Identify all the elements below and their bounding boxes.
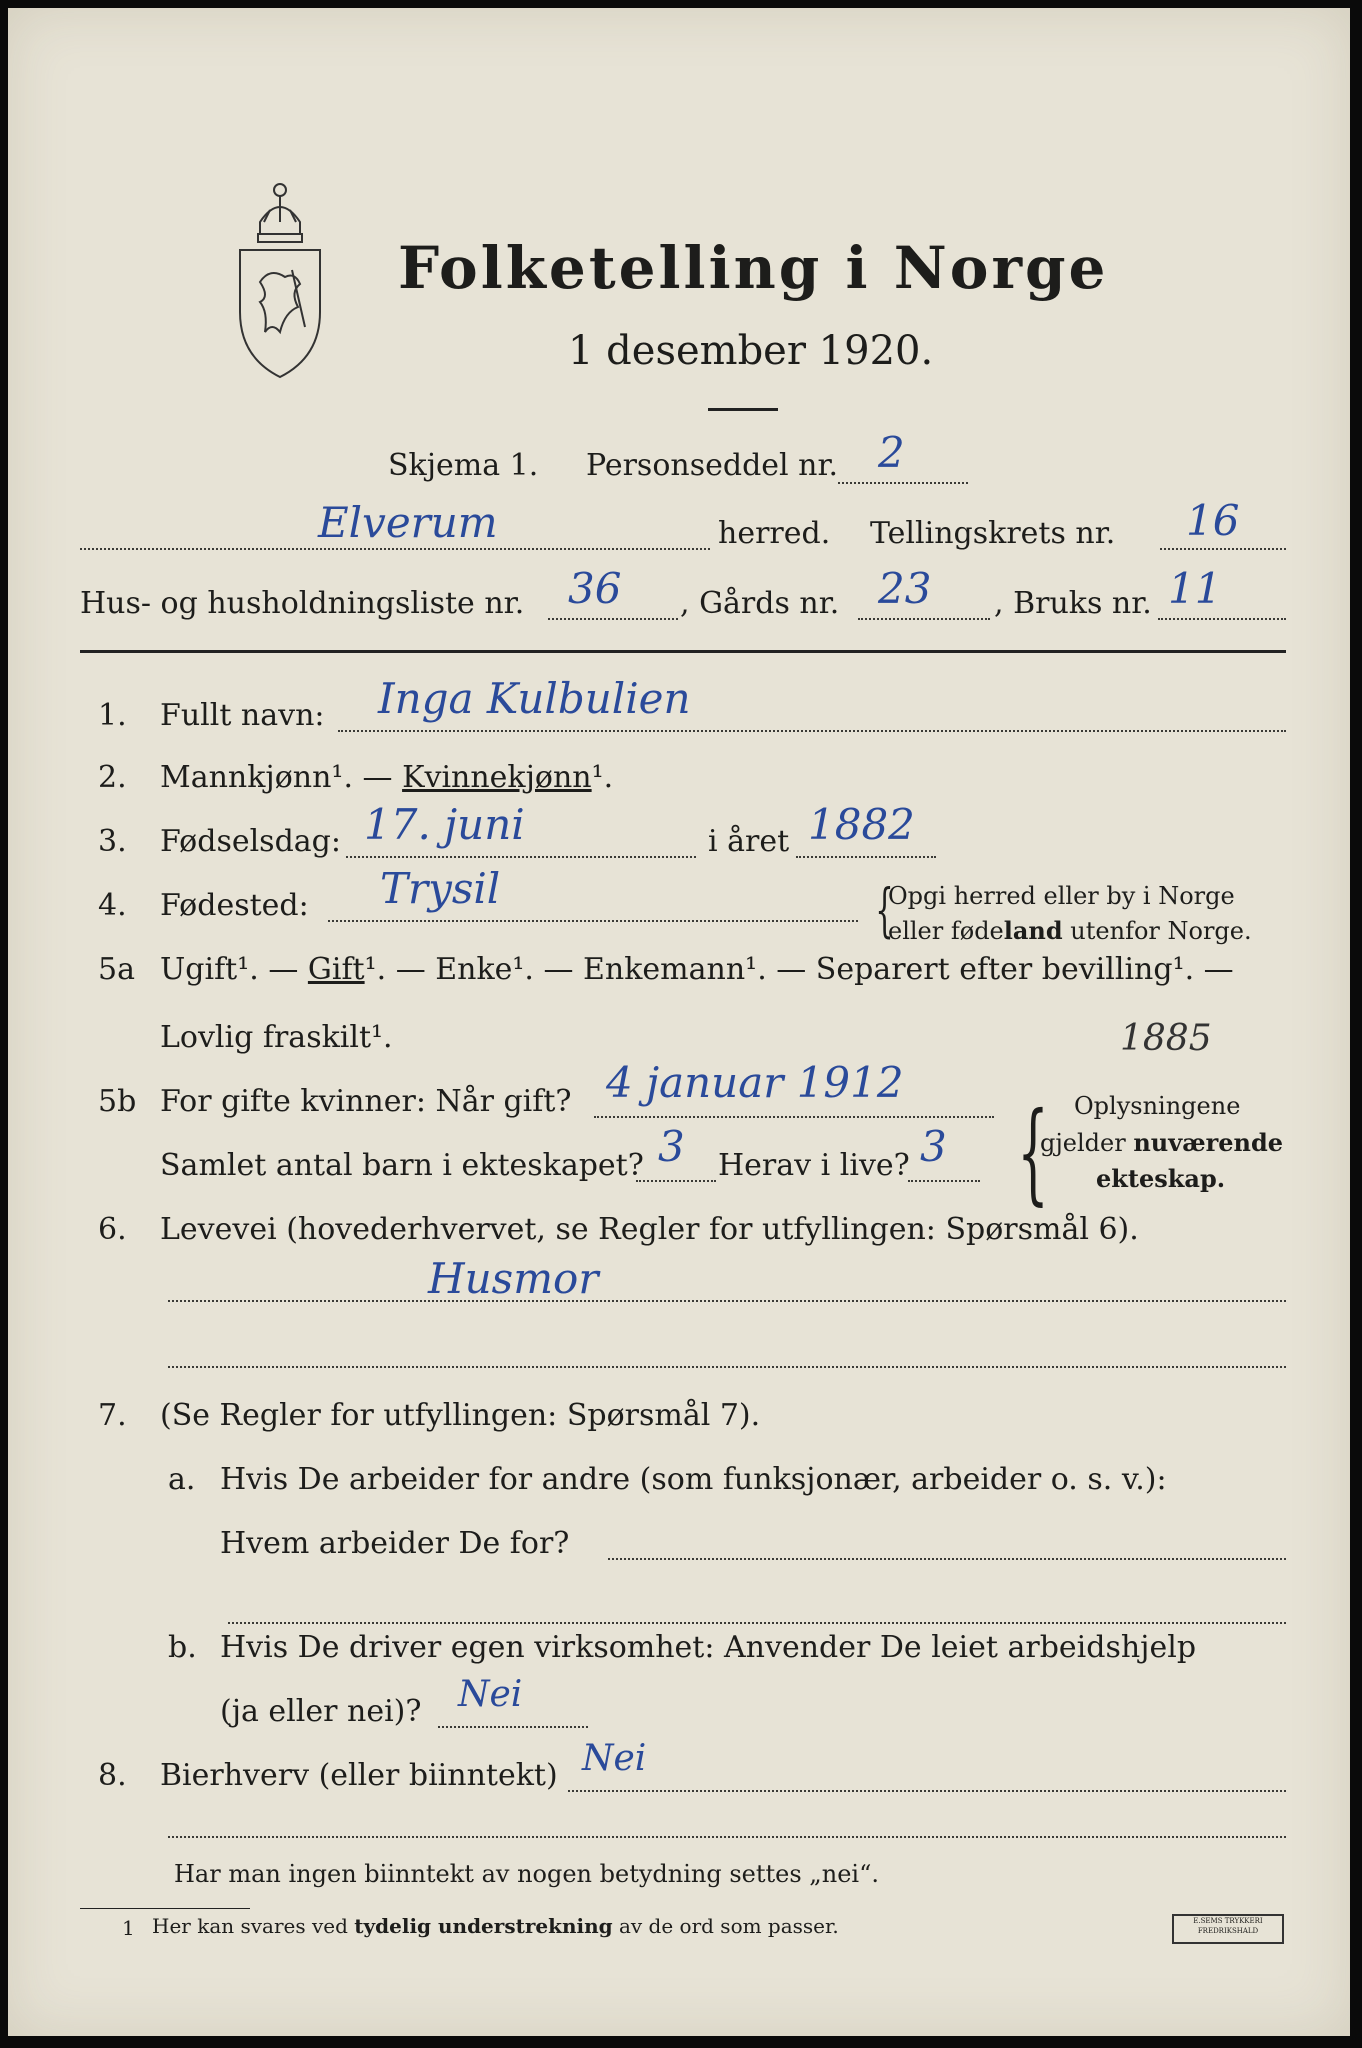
- herred-value[interactable]: Elverum: [318, 498, 498, 547]
- q3-year-label: i året: [708, 824, 790, 859]
- q4-value[interactable]: Trysil: [380, 864, 501, 913]
- q8-line: [568, 1790, 1286, 1792]
- herred-label: herred.: [718, 516, 831, 551]
- q5b-value[interactable]: 4 januar 1912: [606, 1058, 904, 1107]
- title-divider: [708, 408, 778, 411]
- husliste-label: Hus- og husholdningsliste nr.: [80, 586, 525, 621]
- herred-line: [80, 548, 710, 550]
- q4-note-line2: eller fødeland utenfor Norge.: [888, 916, 1252, 945]
- bruks-value[interactable]: 11: [1168, 564, 1222, 613]
- q5b-live-label: Herav i live?: [718, 1148, 910, 1183]
- q3-number: 3.: [98, 824, 127, 859]
- personseddel-value[interactable]: 2: [878, 428, 905, 477]
- q3-year-value[interactable]: 1882: [808, 800, 915, 849]
- q5b-number: 5b: [98, 1084, 137, 1119]
- q7b-value[interactable]: Nei: [458, 1674, 523, 1715]
- q5b-live-value[interactable]: 3: [920, 1122, 947, 1171]
- q2-male-option[interactable]: Mannkjønn¹. —: [160, 760, 403, 795]
- q7b-line1: Hvis De driver egen virksomhet: Anvender De leiet arbeidshjelp: [220, 1630, 1197, 1665]
- q5a-gift-option[interactable]: Gift: [307, 952, 365, 987]
- form-title: Folketelling i Norge: [398, 234, 1109, 302]
- q5a-line2[interactable]: Lovlig fraskilt¹.: [160, 1020, 393, 1055]
- q5b-barn-line: [636, 1180, 716, 1182]
- q5a-other-options[interactable]: ¹. — Enke¹. — Enkemann¹. — Separert efter bevilling¹. —: [364, 952, 1234, 987]
- q8-number: 8.: [98, 1758, 127, 1793]
- q8-line2: [168, 1836, 1286, 1838]
- q3-year-line: [796, 856, 936, 858]
- skjema-label: Skjema 1.: [388, 448, 539, 483]
- q3-line: [346, 856, 696, 858]
- census-form: [8, 8, 1350, 2036]
- personseddel-line: [838, 482, 968, 484]
- q7a-line2: Hvem arbeider De for?: [220, 1526, 570, 1561]
- q5b-label: For gifte kvinner: Når gift?: [160, 1084, 572, 1119]
- q1-number: 1.: [98, 698, 127, 733]
- q4-label: Fødested:: [160, 888, 309, 923]
- q2-number: 2.: [98, 760, 127, 795]
- q7b-number: b.: [168, 1630, 197, 1665]
- q2-label: [160, 760, 613, 795]
- gards-line: [858, 618, 990, 620]
- personseddel-label: Personseddel nr.: [586, 448, 839, 483]
- bruks-label: , Bruks nr.: [994, 586, 1152, 621]
- husliste-value[interactable]: 36: [568, 564, 622, 613]
- husliste-line: [548, 618, 678, 620]
- q7a-answer-line: [608, 1558, 1286, 1560]
- gards-value[interactable]: 23: [878, 564, 932, 613]
- q2-footnote-mark: ¹.: [591, 760, 614, 795]
- footnote-number: 1: [122, 1916, 135, 1940]
- q4-number: 4.: [98, 888, 127, 923]
- q3-value[interactable]: 17. juni: [364, 800, 525, 849]
- q5b-live-line: [908, 1180, 980, 1182]
- footer-note: Har man ingen biinntekt av nogen betydning settes „nei“.: [174, 1860, 879, 1888]
- q5b-barn-label: Samlet antal barn i ekteskapet?: [160, 1148, 644, 1183]
- q8-value[interactable]: Nei: [582, 1738, 647, 1779]
- q7a-answer-line2: [228, 1622, 1286, 1624]
- coat-of-arms-icon: [230, 172, 330, 382]
- tellingskrets-value[interactable]: 16: [1186, 496, 1240, 545]
- q7a-line1: Hvis De arbeider for andre (som funksjonær, arbeider o. s. v.):: [220, 1462, 1167, 1497]
- q5b-note-line3: ekteskap.: [1096, 1164, 1226, 1193]
- census-date: 1 desember 1920.: [568, 328, 934, 374]
- q5b-brace: {: [1017, 1088, 1049, 1216]
- q8-label: Bierhverv (eller biinntekt): [160, 1758, 558, 1793]
- q3-label: Fødselsdag:: [160, 824, 341, 859]
- q5b-barn-value[interactable]: 3: [658, 1122, 685, 1171]
- q5b-note-line1: Oplysningene: [1074, 1092, 1241, 1120]
- footnote-text: Her kan svares ved tydelig understrekning av de ord som passer.: [152, 1914, 839, 1938]
- q4-brace: {: [875, 876, 894, 944]
- gards-label: , Gårds nr.: [680, 586, 840, 621]
- tellingskrets-label: Tellingskrets nr.: [870, 516, 1116, 551]
- q4-note-line1: Opgi herred eller by i Norge: [888, 882, 1235, 910]
- q7-number: 7.: [98, 1398, 127, 1433]
- q7b-answer-line: [438, 1726, 588, 1728]
- q1-value[interactable]: Inga Kulbulien: [378, 674, 691, 723]
- q5b-line: [594, 1116, 994, 1118]
- q6-number: 6.: [98, 1212, 127, 1247]
- q7a-number: a.: [168, 1462, 196, 1497]
- footnote-rule: [80, 1908, 250, 1909]
- q7-label: (Se Regler for utfyllingen: Spørsmål 7).: [160, 1398, 761, 1433]
- q5a-number: 5a: [98, 952, 135, 987]
- q7b-line2: (ja eller nei)?: [220, 1694, 422, 1729]
- q4-line: [328, 920, 858, 922]
- q6-line1: [168, 1300, 1286, 1302]
- q5a-ugift-option[interactable]: Ugift¹. —: [160, 952, 308, 987]
- printer-stamp: E.SEMS TRYKKERI FREDRIKSHALD: [1172, 1914, 1284, 1944]
- q6-label: Levevei (hovederhvervet, se Regler for utfyllingen: Spørsmål 6).: [160, 1212, 1139, 1247]
- q1-label: Fullt navn:: [160, 698, 325, 733]
- q5a-line1: [160, 952, 1234, 987]
- q2-female-option[interactable]: Kvinnekjønn: [402, 760, 592, 795]
- q6-line2: [168, 1366, 1286, 1368]
- header-rule: [80, 650, 1286, 653]
- q1-line: [338, 730, 1286, 732]
- q5b-note-line2: gjelder nuværende: [1040, 1128, 1284, 1157]
- q6-value[interactable]: Husmor: [428, 1254, 599, 1303]
- q5a-margin-note: 1885: [1120, 1018, 1212, 1059]
- bruks-line: [1158, 618, 1286, 620]
- tellingskrets-line: [1160, 548, 1286, 550]
